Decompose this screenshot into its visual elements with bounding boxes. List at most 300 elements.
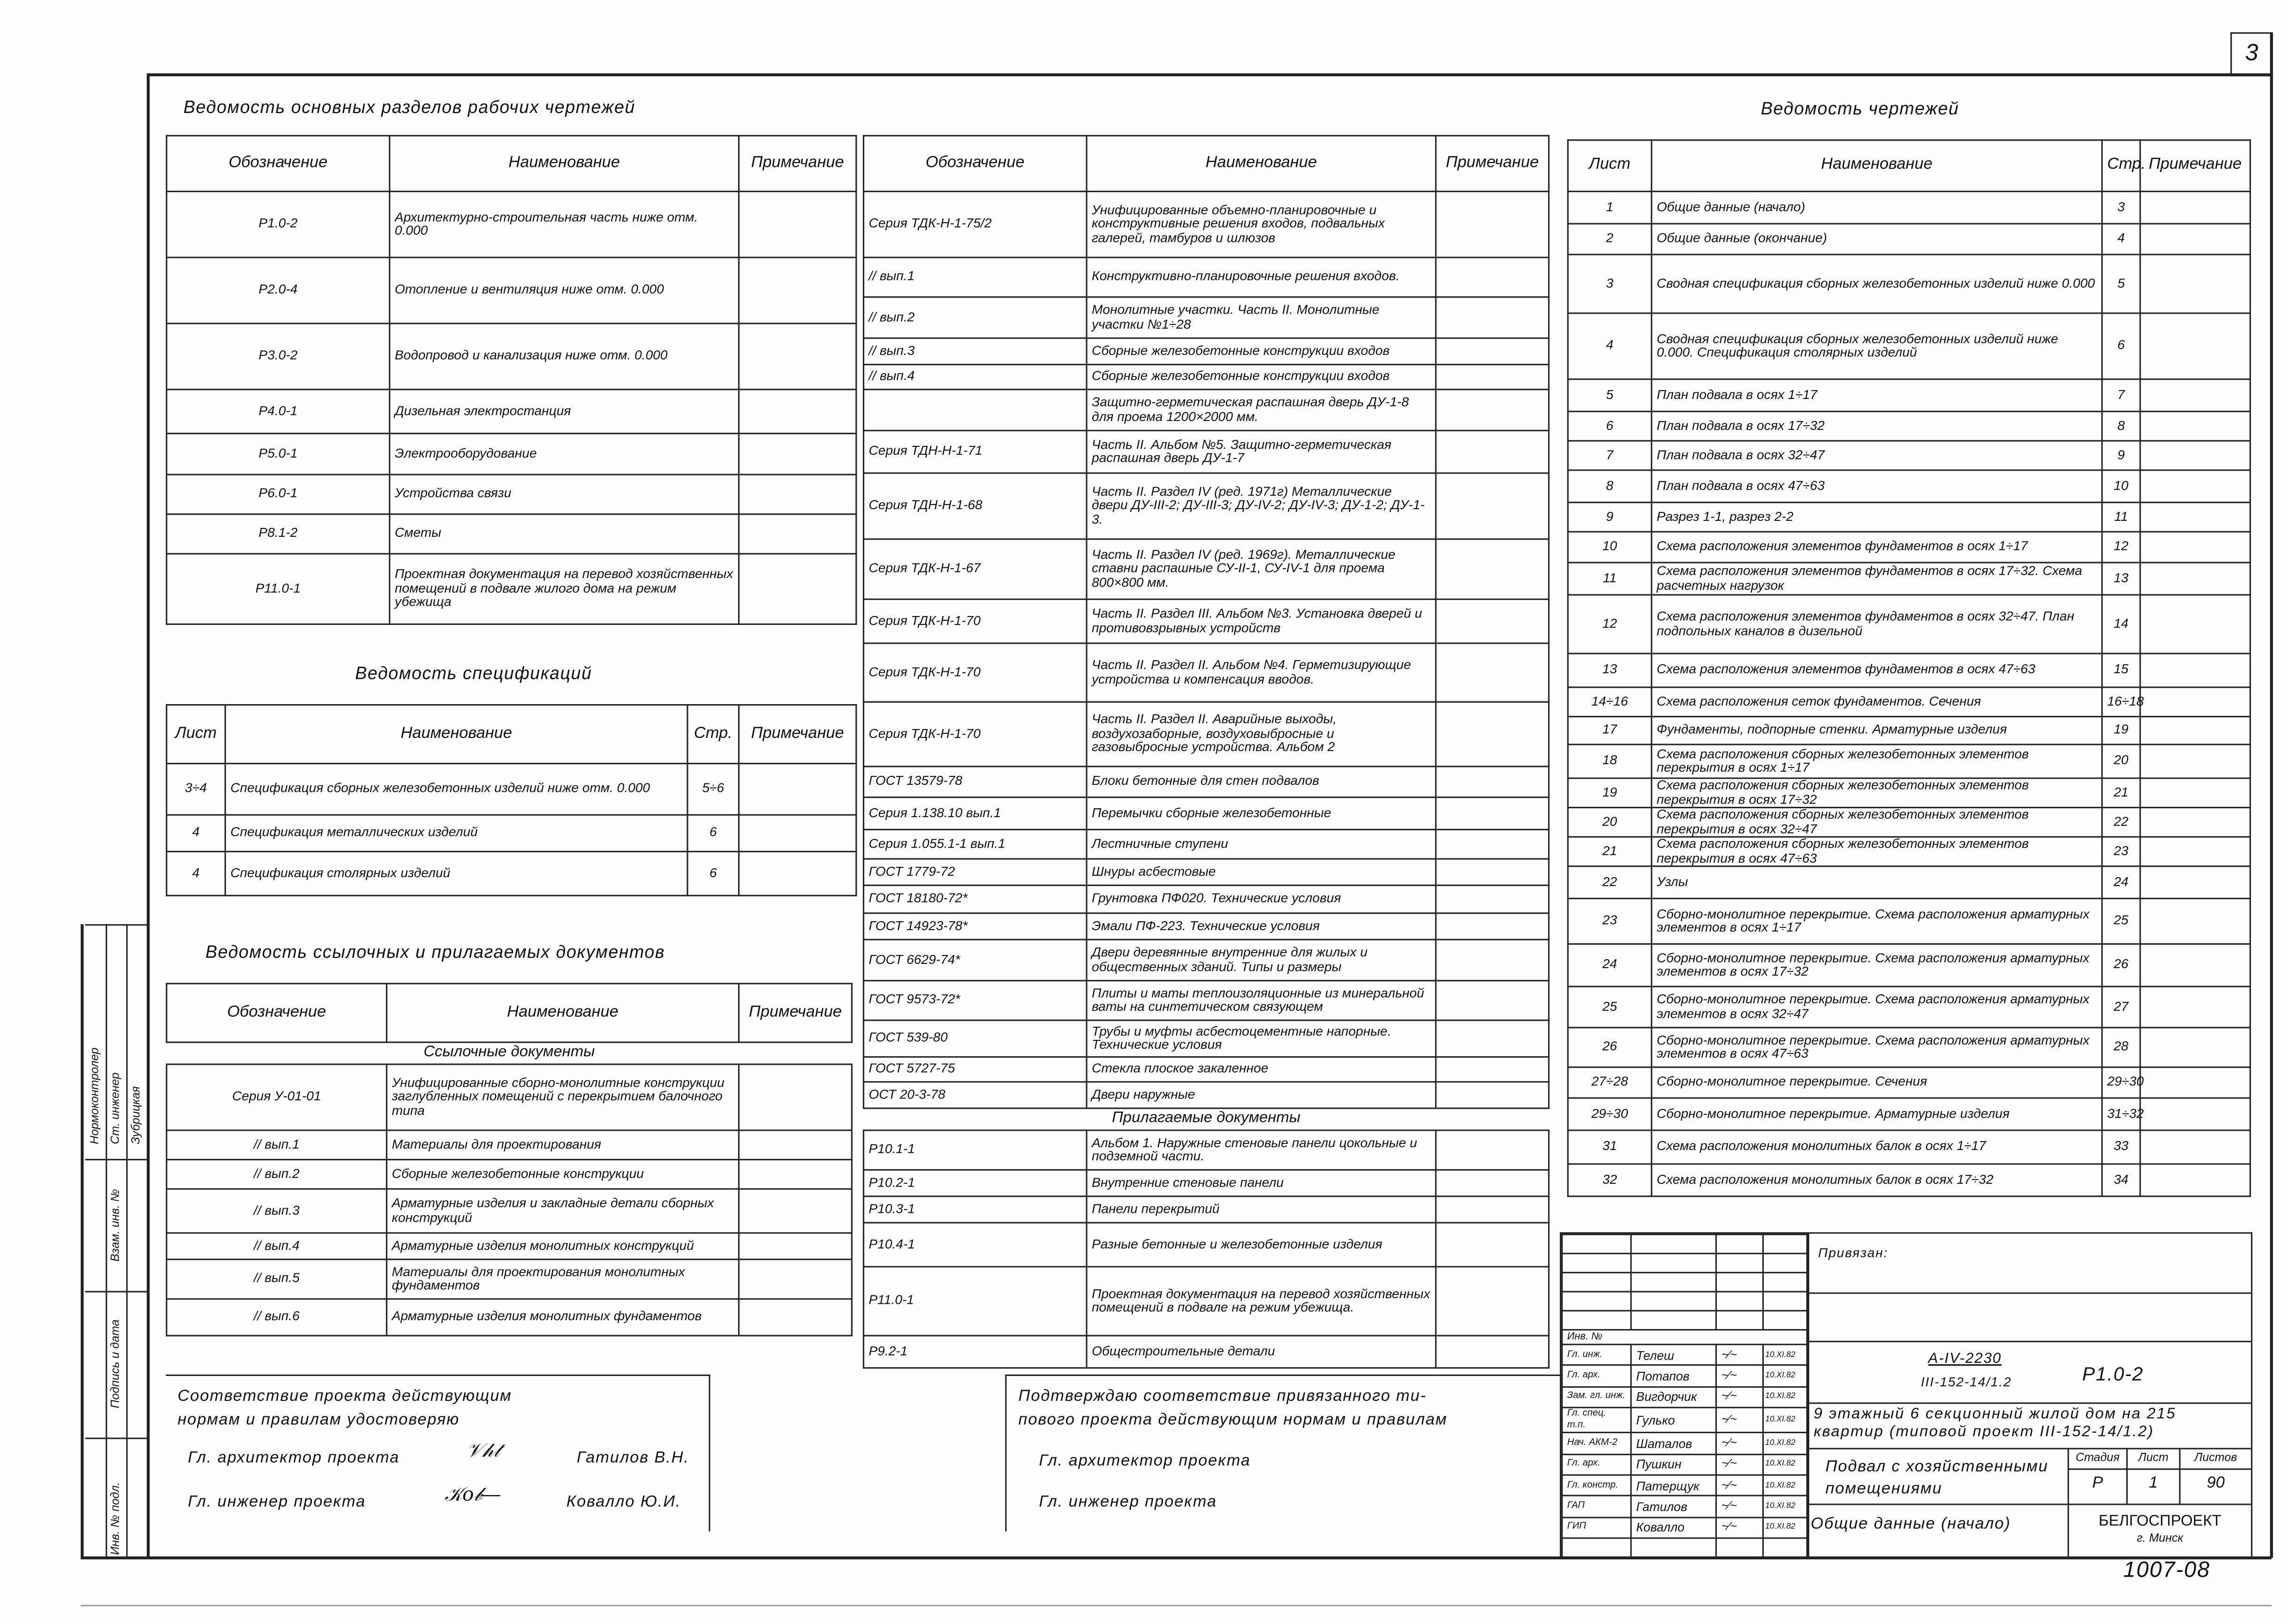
compliance-box-right — [1005, 1375, 1561, 1532]
table-cell — [739, 474, 856, 514]
staff-role: Гл. спец. т.п. — [1562, 1408, 1631, 1433]
table-cell — [1436, 1057, 1549, 1082]
sign-date: 10.XI.82 — [1763, 1454, 1807, 1475]
table-row — [863, 191, 1549, 257]
table-cell: // вып.1 — [166, 1130, 386, 1160]
table-cell: 23 — [2102, 837, 2140, 866]
table-row — [166, 1189, 852, 1233]
specifications-title: Ведомость спецификаций — [355, 663, 592, 684]
signature: ~∕~ — [1716, 1475, 1763, 1496]
staff-role: Гл. инж. — [1562, 1345, 1631, 1366]
header-row — [1568, 140, 2250, 192]
table-row — [863, 885, 1549, 913]
header-row — [166, 705, 856, 763]
staff-row — [1562, 1387, 1807, 1408]
table-cell: Сметы — [390, 514, 739, 554]
sign-date: 10.XI.82 — [1763, 1433, 1807, 1454]
table-cell — [1436, 1082, 1549, 1108]
table-row — [166, 1233, 852, 1259]
table-cell — [1436, 643, 1549, 702]
table-cell: План подвала в осях 32÷47 — [1652, 441, 2102, 470]
table-cell: 23 — [1568, 899, 1651, 944]
table-cell: 12 — [2102, 532, 2140, 563]
table-cell — [2140, 224, 2251, 255]
table-row — [1568, 687, 2250, 717]
table-cell: Схема расположения сборных железобетонных элементов перекрытия в осях 47÷63 — [1652, 837, 2102, 866]
table-cell: Схема расположения элементов фундаментов в осях 17÷32. Схема расчетных нагрузок — [1652, 563, 2102, 595]
table-cell: Сборные железобетонные конструкции входов — [1087, 365, 1436, 390]
table-cell — [1436, 885, 1549, 913]
table-cell: Арматурные изделия монолитных фундаментов — [386, 1299, 739, 1336]
approval-grid — [1561, 1233, 1808, 1558]
table-cell: 13 — [2102, 563, 2140, 595]
column-header: Примечание — [1436, 135, 1549, 191]
table-cell: Сводная спецификация сборных железобетонных изделий ниже 0.000 — [1652, 255, 2102, 313]
table-cell: Схема расположения монолитных балок в осях 17÷32 — [1652, 1164, 2102, 1196]
staff-role: ГАП — [1562, 1496, 1631, 1517]
side-stamp-label: Ст. инженер — [108, 1072, 122, 1144]
table-cell: 6 — [687, 815, 739, 851]
table-cell — [2140, 944, 2251, 987]
table-row — [1568, 717, 2250, 744]
table-cell: Серия ТДК-Н-1-70 — [863, 599, 1087, 643]
table-cell: Водопровод и канализация ниже отм. 0.000 — [390, 323, 739, 390]
table-cell: Схема расположения сеток фундаментов. Сечения — [1652, 687, 2102, 717]
table-cell: Узлы — [1652, 866, 2102, 899]
table-cell: Общестроительные детали — [1087, 1336, 1436, 1368]
empty-cell — [1716, 1234, 1763, 1254]
table-cell: // вып.2 — [166, 1159, 386, 1189]
table-cell — [1436, 1130, 1549, 1170]
table-cell: 27 — [2102, 986, 2140, 1028]
table-cell — [1436, 257, 1549, 297]
column-header: Примечание — [2140, 140, 2251, 192]
table-cell: 21 — [1568, 837, 1651, 866]
table-row — [863, 1223, 1549, 1267]
sheets-value: 90 — [2206, 1474, 2225, 1492]
table-cell — [2140, 1130, 2251, 1164]
table-row — [863, 1336, 1549, 1368]
table-cell: 14 — [2102, 595, 2140, 654]
column-header: Лист — [166, 705, 225, 763]
table-cell — [739, 257, 856, 323]
table-cell: Грунтовка ПФ020. Технические условия — [1087, 885, 1436, 913]
table-cell: Сборно-монолитное перекрытие. Схема расположения арматурных элементов в осях 1÷17 — [1652, 899, 2102, 944]
table-cell: 26 — [2102, 944, 2140, 987]
table-cell: Р4.0-1 — [166, 390, 390, 434]
table-cell: Двери деревянные внутренние для жилых и общественных зданий. Типы и размеры — [1087, 940, 1436, 981]
table-cell: Схема расположения сборных железобетонных элементов перекрытия в осях 17÷32 — [1652, 778, 2102, 808]
empty-cell — [1716, 1292, 1763, 1311]
table-cell: 6 — [2102, 313, 2140, 379]
empty-cell — [1763, 1311, 1807, 1330]
table-row — [863, 767, 1549, 797]
staff-name: Пушкин — [1631, 1454, 1716, 1475]
table-cell: 25 — [2102, 899, 2140, 944]
column-header: Наименование — [1087, 135, 1436, 191]
table-cell: Архитектурно-строительная часть ниже отм. 0.000 — [390, 191, 739, 257]
table-cell: Трубы и муфты асбестоцементные напорные. Технические условия — [1087, 1020, 1436, 1057]
table-cell — [1436, 913, 1549, 940]
table-cell: План подвала в осях 1÷17 — [1652, 379, 2102, 412]
staff-row — [1562, 1454, 1807, 1475]
staff-row — [1562, 1366, 1807, 1387]
table-cell: ГОСТ 6629-74* — [863, 940, 1087, 981]
table-row — [166, 434, 856, 475]
table-cell: // вып.1 — [863, 257, 1087, 297]
main-sections-title: Ведомость основных разделов рабочих чертежей — [183, 97, 635, 118]
table-cell: Шнуры асбестовые — [1087, 859, 1436, 885]
table-cell: 8 — [2102, 412, 2140, 441]
table-cell — [2140, 470, 2251, 503]
table-row — [863, 473, 1549, 539]
table-cell: Схема расположения сборных железобетонных элементов перекрытия в осях 32÷47 — [1652, 808, 2102, 837]
table-cell: 3 — [1568, 255, 1651, 313]
table-cell — [739, 1064, 852, 1130]
table-cell: Проектная документация на перевод хозяйственных помещений в подвале на режим убежища. — [1087, 1267, 1436, 1336]
table-cell — [2140, 717, 2251, 744]
column-header: Обозначение — [166, 135, 390, 191]
table-cell: Общие данные (окончание) — [1652, 224, 2102, 255]
organization: БЕЛГОСПРОЕКТ — [2099, 1512, 2221, 1530]
table-row — [1568, 503, 2250, 532]
table-cell: 10 — [1568, 532, 1651, 563]
table-cell — [1436, 390, 1549, 431]
table-cell — [1436, 473, 1549, 539]
side-stamp-label: Взам. инв. № — [108, 1189, 122, 1262]
table-cell: Спецификация столярных изделий — [225, 851, 687, 895]
table-row — [1568, 412, 2250, 441]
table-cell: Спецификация сборных железобетонных изделий ниже отм. 0.000 — [225, 764, 687, 815]
table-cell: Устройства связи — [390, 474, 739, 514]
table-row — [1568, 313, 2250, 379]
table-row — [1568, 1130, 2250, 1164]
table-cell — [1436, 1196, 1549, 1223]
engineer-signature: 𝒦𝑜𝒷— — [445, 1484, 501, 1507]
architect-signature: 𝒱𝒽𝓉 — [467, 1440, 500, 1463]
table-row — [1568, 532, 2250, 563]
table-row — [1568, 1067, 2250, 1098]
table-cell: Сборно-монолитное перекрытие. Арматурные изделия — [1652, 1098, 2102, 1130]
table-cell — [1436, 859, 1549, 885]
table-cell: 32 — [1568, 1164, 1651, 1196]
table-row — [1568, 563, 2250, 595]
table-row — [166, 474, 856, 514]
table-cell: 5÷6 — [687, 764, 739, 815]
table-cell: ГОСТ 14923-78* — [863, 913, 1087, 940]
table-cell: Монолитные участки. Часть II. Монолитные участки №1÷28 — [1087, 297, 1436, 338]
table-cell: 7 — [1568, 441, 1651, 470]
staff-row — [1562, 1517, 1807, 1538]
sheets-label: Листов — [2194, 1451, 2237, 1464]
part-name: Подвал с хозяйственными помещениями — [1825, 1458, 2048, 1498]
table-cell — [2140, 379, 2251, 412]
compliance-line-2: нормам и правилам удостоверяю — [177, 1411, 460, 1429]
table-cell: 9 — [2102, 441, 2140, 470]
staff-row — [1562, 1408, 1807, 1433]
column-header: Примечание — [739, 705, 856, 763]
spec-table — [166, 704, 857, 896]
confirm-architect-label: Гл. архитектор проекта — [1039, 1452, 1251, 1470]
table-row — [863, 1082, 1549, 1108]
staff-role: Гл. констр. — [1562, 1475, 1631, 1496]
table-cell: Унифицированные сборно-монолитные конструкции заглубленных помещений с перекрытием балочного типа — [386, 1064, 739, 1130]
staff-role: Гл. арх. — [1562, 1366, 1631, 1387]
table-cell: // вып.4 — [166, 1233, 386, 1259]
table-cell — [1436, 767, 1549, 797]
empty-cell — [1562, 1234, 1631, 1254]
table-cell: Защитно-герметическая распашная дверь ДУ-1-8 для проема 1200×2000 мм. — [1087, 390, 1436, 431]
table-cell: Серия 1.055.1-1 вып.1 — [863, 829, 1087, 859]
table-cell: Схема расположения элементов фундаментов в осях 1÷17 — [1652, 532, 2102, 563]
staff-name: Вигдорчик — [1631, 1387, 1716, 1408]
mid-table — [863, 135, 1549, 1368]
table-cell: 20 — [1568, 808, 1651, 837]
table-cell: 11 — [1568, 563, 1651, 595]
table-row — [863, 599, 1549, 643]
table-row — [1568, 899, 2250, 944]
table-cell — [739, 554, 856, 624]
table-cell: 15 — [2102, 654, 2140, 687]
header-row — [863, 135, 1549, 191]
table-cell: // вып.3 — [166, 1189, 386, 1233]
table-cell: Внутренние стеновые панели — [1087, 1170, 1436, 1196]
table-cell — [739, 191, 856, 257]
table-cell: Сводная спецификация сборных железобетонных изделий ниже 0.000. Спецификация столярных изделий — [1652, 313, 2102, 379]
table-cell: 6 — [1568, 412, 1651, 441]
table-cell — [1436, 1223, 1549, 1267]
table-cell — [1436, 1336, 1549, 1368]
table-cell: ГОСТ 18180-72* — [863, 885, 1087, 913]
table-cell — [863, 390, 1087, 431]
side-stamp — [85, 924, 146, 1556]
section-row — [166, 1042, 852, 1064]
column-header: Стр. — [2102, 140, 2140, 192]
table-cell — [739, 434, 856, 475]
table-cell: Спецификация металлических изделий — [225, 815, 687, 851]
chief-engineer-label: Гл. инженер проекта — [188, 1493, 366, 1511]
sign-date: 10.XI.82 — [1763, 1345, 1807, 1366]
table-cell: Перемычки сборные железобетонные — [1087, 797, 1436, 830]
table-cell: Часть II. Раздел IV (ред. 1971г) Металлические двери ДУ-III-2; ДУ-III-3; ДУ-IV-2; ДУ-IV-3; ДУ-1-2; ДУ-1-3. — [1087, 473, 1436, 539]
table-cell — [739, 1189, 852, 1233]
table-cell: 24 — [1568, 944, 1651, 987]
table-cell — [2140, 503, 2251, 532]
side-stamp-label: Нормоконтролер — [88, 1047, 101, 1144]
table-cell: 4 — [166, 851, 225, 895]
table-cell: 27÷28 — [1568, 1067, 1651, 1098]
table-cell — [1436, 1267, 1549, 1336]
table-cell: // вып.5 — [166, 1259, 386, 1299]
table-cell: 11 — [2102, 503, 2140, 532]
table-cell: Серия У-01-01 — [166, 1064, 386, 1130]
table-row — [863, 1170, 1549, 1196]
compliance-box-left — [166, 1375, 710, 1532]
table-cell: 4 — [2102, 224, 2140, 255]
table-cell: 17 — [1568, 717, 1651, 744]
table-cell: Блоки бетонные для стен подвалов — [1087, 767, 1436, 797]
table-row — [863, 1057, 1549, 1082]
table-row — [166, 257, 856, 323]
table-cell: Схема расположения сборных железобетонных элементов перекрытия в осях 1÷17 — [1652, 744, 2102, 778]
table-cell — [1436, 940, 1549, 981]
table-cell: Р9.2-1 — [863, 1336, 1087, 1368]
table-cell: 31 — [1568, 1130, 1651, 1164]
table-row — [1568, 255, 2250, 313]
table-row — [166, 1299, 852, 1336]
table-cell — [2140, 744, 2251, 778]
table-cell — [2140, 1067, 2251, 1098]
table-cell — [1436, 430, 1549, 473]
signature: ~∕~ — [1716, 1345, 1763, 1366]
table-row — [166, 514, 856, 554]
table-cell: Р2.0-4 — [166, 257, 390, 323]
column-header: Наименование — [1652, 140, 2102, 192]
table-row — [863, 829, 1549, 859]
table-cell: 5 — [1568, 379, 1651, 412]
table-row — [166, 1259, 852, 1299]
table-cell: 22 — [1568, 866, 1651, 899]
chief-engineer-name: Ковалло Ю.И. — [566, 1493, 681, 1511]
table-cell — [739, 1233, 852, 1259]
table-row — [1568, 744, 2250, 778]
empty-cell — [1631, 1311, 1716, 1330]
signature: ~∕~ — [1716, 1454, 1763, 1475]
table-cell: Серия ТДК-Н-1-70 — [863, 702, 1087, 767]
table-row — [863, 859, 1549, 885]
table-cell: Р10.3-1 — [863, 1196, 1087, 1223]
table-row — [166, 554, 856, 624]
table-cell — [2140, 1028, 2251, 1067]
table-cell — [2140, 412, 2251, 441]
table-cell: // вып.3 — [863, 338, 1087, 364]
table-cell: Серия ТДН-Н-1-68 — [863, 473, 1087, 539]
empty-cell — [1716, 1311, 1763, 1330]
table-cell: Сборно-монолитное перекрытие. Сечения — [1652, 1067, 2102, 1098]
table-cell: Эмали ПФ-223. Технические условия — [1087, 913, 1436, 940]
staff-row — [1562, 1433, 1807, 1454]
empty-cell — [1562, 1254, 1631, 1273]
staff-role: Зам. гл. инж. — [1562, 1387, 1631, 1408]
table-cell: Серия 1.138.10 вып.1 — [863, 797, 1087, 830]
table-row — [863, 643, 1549, 702]
table-cell — [1436, 829, 1549, 859]
table-cell — [739, 815, 856, 851]
table-cell: Арматурные изделия монолитных конструкций — [386, 1233, 739, 1259]
table-cell: Разные бетонные и железобетонные изделия — [1087, 1223, 1436, 1267]
frame-top — [147, 73, 2272, 75]
table-cell: Р1.0-2 — [166, 191, 390, 257]
table-cell: Альбом 1. Наружные стеновые панели цокольные и подземной части. — [1087, 1130, 1436, 1170]
table-cell: Р5.0-1 — [166, 434, 390, 475]
table-cell: Р10.2-1 — [863, 1170, 1087, 1196]
table-row — [1568, 1164, 2250, 1196]
table-row — [863, 430, 1549, 473]
table-row — [863, 1020, 1549, 1057]
table-row — [166, 1130, 852, 1160]
table-cell: 13 — [1568, 654, 1651, 687]
table-cell: ГОСТ 9573-72* — [863, 981, 1087, 1020]
chief-architect-name: Гатилов В.Н. — [576, 1449, 689, 1467]
table-cell — [2140, 532, 2251, 563]
table-cell: 19 — [2102, 717, 2140, 744]
table-cell: Часть II. Раздел IV (ред. 1969г). Металлические ставни распашные СУ-II-1, СУ-IV-1 для проема 800×800 мм. — [1087, 539, 1436, 599]
table-cell: Сборно-монолитное перекрытие. Схема расположения арматурных элементов в осях 47÷63 — [1652, 1028, 2102, 1067]
table-cell: Разрез 1-1, разрез 2-2 — [1652, 503, 2102, 532]
table-cell: 14÷16 — [1568, 687, 1651, 717]
table-cell: Сборно-монолитное перекрытие. Схема расположения арматурных элементов в осях 32÷47 — [1652, 986, 2102, 1028]
table-cell — [1436, 365, 1549, 390]
table-cell: Часть II. Альбом №5. Защитно-герметическая распашная дверь ДУ-1-7 — [1087, 430, 1436, 473]
table-cell: План подвала в осях 17÷32 — [1652, 412, 2102, 441]
section-heading: Ссылочные документы — [166, 1042, 852, 1064]
sheet-value: 1 — [2149, 1474, 2158, 1492]
table-cell: 18 — [1568, 744, 1651, 778]
staff-name: Патерщук — [1631, 1475, 1716, 1496]
table-row — [166, 764, 856, 815]
staff-row — [1562, 1345, 1807, 1366]
table-cell — [1436, 338, 1549, 364]
signature: ~∕~ — [1716, 1517, 1763, 1538]
confirm-line-2: пового проекта действующим нормам и правилам — [1018, 1411, 1448, 1429]
table-cell: Сборные железобетонные конструкции — [386, 1159, 739, 1189]
table-row — [1568, 837, 2250, 866]
table-cell: 34 — [2102, 1164, 2140, 1196]
side-stamp-label: Подпись и дата — [108, 1319, 122, 1408]
table-cell — [2140, 441, 2251, 470]
empty-cell — [1763, 1254, 1807, 1273]
table-cell: 29÷30 — [2102, 1067, 2140, 1098]
table-cell: ГОСТ 5727-75 — [863, 1057, 1087, 1082]
table-cell: 25 — [1568, 986, 1651, 1028]
table-row — [863, 913, 1549, 940]
title-block — [1560, 1232, 2252, 1558]
table-cell: Серия ТДК-Н-1-75/2 — [863, 191, 1087, 257]
table-cell: Р11.0-1 — [166, 554, 390, 624]
table-cell: // вып.6 — [166, 1299, 386, 1336]
table-cell: Схема расположения элементов фундаментов в осях 47÷63 — [1652, 654, 2102, 687]
staff-role: ГИП — [1562, 1517, 1631, 1538]
table-row — [863, 297, 1549, 338]
empty-cell — [1763, 1538, 1807, 1557]
table-row — [863, 940, 1549, 981]
sheet-label: Лист — [2138, 1451, 2169, 1464]
table-row — [863, 1267, 1549, 1336]
trim-line — [81, 1605, 2272, 1606]
empty-cell — [1562, 1292, 1631, 1311]
table-cell: 28 — [2102, 1028, 2140, 1067]
side-stamp-label: Зубрицкая — [129, 1086, 143, 1144]
column-header: Примечание — [739, 984, 852, 1042]
signature: ~∕~ — [1716, 1387, 1763, 1408]
table-cell: 4 — [166, 815, 225, 851]
table-cell — [739, 1159, 852, 1189]
table-cell — [2140, 1164, 2251, 1196]
table-cell: Схема расположения элементов фундаментов в осях 32÷47. План подпольных каналов в дизельной — [1652, 595, 2102, 654]
table-cell: Часть II. Раздел III. Альбом №3. Установка дверей и противовзрывных устройств — [1087, 599, 1436, 643]
stage-value: Р — [2092, 1474, 2103, 1492]
empty-cell — [1631, 1292, 1716, 1311]
staff-role: Нач. АКМ-2 — [1562, 1433, 1631, 1454]
main-table — [166, 135, 857, 625]
ref-table — [166, 983, 853, 1336]
empty-cell — [1716, 1538, 1763, 1557]
table-cell: 29÷30 — [1568, 1098, 1651, 1130]
table-cell — [2140, 687, 2251, 717]
table-cell — [739, 514, 856, 554]
frame-right — [2270, 32, 2273, 1558]
drawing-code: 1007-08 — [2123, 1557, 2211, 1583]
